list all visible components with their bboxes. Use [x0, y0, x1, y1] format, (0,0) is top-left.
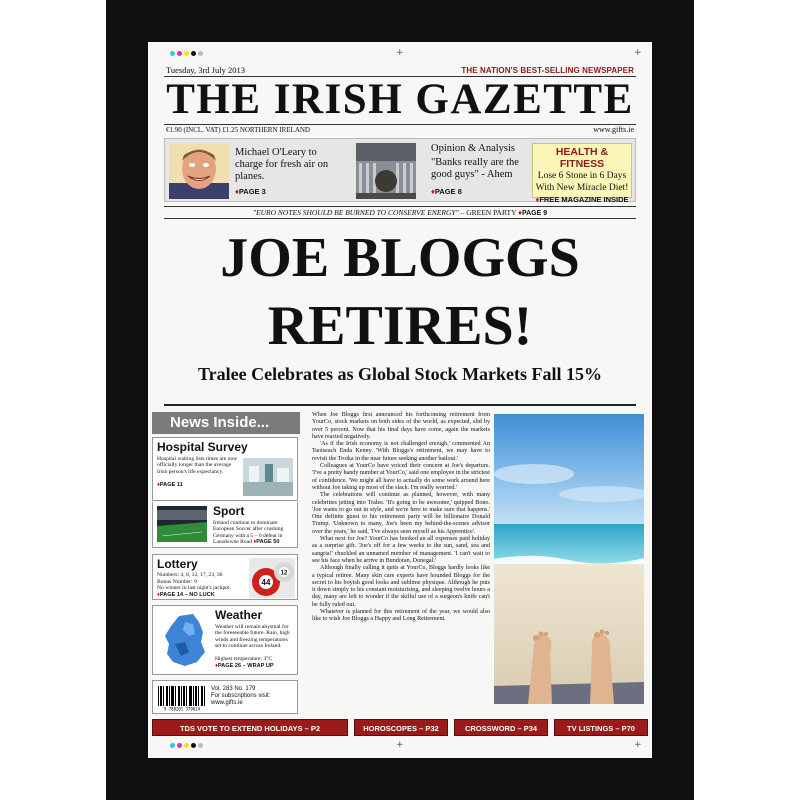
divider	[164, 124, 636, 125]
crop-mark: +	[396, 740, 404, 750]
weather-text: Weather will remain abysmal for the foreseeable future. Rain, high winds and freezing temperatures set to continue across Ireland.	[215, 624, 290, 650]
barcode-number: 9 780201 379624	[163, 706, 201, 711]
volume-number: Vol. 283 No. 179	[211, 686, 256, 692]
article-paragraph: Whatever is planned for this retirement of the year, we would also like to wish Joe Bloggs a Happy and Long Retirement.	[312, 609, 490, 623]
stadium-photo	[157, 506, 207, 542]
news-inside-header: News Inside...	[152, 412, 300, 434]
footer-link-holidays[interactable]: TDS VOTE TO EXTEND HOLIDAYS – P2	[152, 719, 348, 736]
newspaper-title: THE IRISH GAZETTE	[166, 76, 634, 123]
health-page: ♦FREE MAGAZINE INSIDE	[535, 195, 629, 204]
newspaper-page	[148, 42, 652, 758]
barcode-icon	[157, 685, 207, 711]
crop-mark: +	[396, 48, 404, 58]
subscription-text: For subscriptions visit:	[211, 693, 271, 699]
teaser-opinion[interactable]	[351, 143, 527, 199]
article-paragraph: Although finally calling it quits at YourCo, Bloggs hardly looks like a typical retiree. Many skin care experts have hounded Bloggs for the secret to his boyish good looks and sublime physique. Although he puts it down simply to his constant moisturising, and sleeping twelve hours a day, many are left to wonder if the skilful use of a surgeon's knife can't be fully ruled out.	[312, 565, 490, 608]
teaser-page: ♦PAGE 3	[235, 187, 266, 196]
article-paragraph: 'As if the Irish economy is not challenged enough,' commented An Taoiseach Enda Kenny. 'With Bloggs's retirement, we may have to revisit the Troika in the near future seeking another bailout.'	[312, 441, 490, 462]
beach-feet-photo	[494, 414, 644, 704]
issue-date: Tuesday, 3rd July 2013	[166, 65, 245, 75]
teaser-page: ♦PAGE 8	[431, 187, 462, 196]
headline-line-1: JOE BLOGGS	[220, 227, 580, 289]
building-photo	[351, 143, 421, 199]
lottery-balls-photo	[249, 558, 295, 598]
sport-box[interactable]	[152, 502, 298, 548]
sport-title: Sport	[213, 504, 245, 518]
quote-line: "EURO NOTES SHOULD BE BURNED TO CONSERVE ENERGY" – GREEN PARTY ♦PAGE 9	[252, 208, 548, 217]
lottery-line-1: Numbers: 4, 8, 12, 17, 23, 36	[157, 572, 223, 578]
weather-page: ♦PAGE 26 – WRAP UP	[215, 663, 274, 669]
hospital-text: Hospital waiting lists times are now officially longer than the average Irish person's life expectancy.	[157, 456, 238, 475]
health-line-2: With New Miracle Diet!	[535, 183, 629, 193]
issue-info-text	[211, 686, 270, 707]
hospital-survey-box[interactable]	[152, 437, 298, 501]
health-line-1: Lose 6 Stone in 6 Days	[537, 171, 627, 181]
article-paragraph: Colleagues at YourCo have voiced their concern at Joe's departure. 'I've a pretty handy number at YourCo,' said one employee in the strictest of confidence. 'We might all have to actually do some work around here without Joe taking up most of the slack. I'm really worried.'	[312, 463, 490, 491]
headline-line-2: RETIRES!	[267, 295, 533, 357]
weather-temp: Highest temperature: 3°C	[215, 656, 273, 662]
health-title: HEALTH & FITNESS	[555, 146, 609, 170]
website: www.gifts.ie	[593, 125, 634, 134]
article-paragraph: The celebrations will continue as planned, however, with many celebrities jetting into Tralee. 'It's going to be awesome,' quipped Bono. 'Joe wants to go out in style, and we're here to make sure that happens.' One definite guest to his retirement party will be billionaire Donald Trump. 'Unknown to many, Joe's been my behind-the-scenes advisor over the years,' he said, 'I've always seen myself as his Apprentice'.	[312, 492, 490, 535]
divider	[164, 206, 636, 207]
lottery-ball-label: 44	[261, 578, 271, 587]
article-paragraph: When Joe Bloggs first announced his forthcoming retirement from YourCo, stock markets on both sides of the world, as expected, slid by over 5 percent. Now that his final days have come, again the markets have reacted negatively.	[312, 412, 490, 440]
hospital-title: Hospital Survey	[157, 440, 248, 454]
teaser-text: "Banks really are the good guys" - Ahem	[431, 157, 519, 180]
sport-text: Ireland continue to dominate European Soccer after crushing Germany with a 5 – 0 defeat in Lansdowne Road ♦PAGE 50	[213, 520, 284, 546]
footer-link-crossword[interactable]: CROSSWORD – P34	[454, 719, 548, 736]
price: €1.90 (INCL. VAT) £1.25 NORTHERN IRELAND	[166, 126, 310, 134]
divider	[164, 404, 636, 406]
health-fitness-box[interactable]	[532, 143, 632, 204]
lottery-line-2: Bonus Number: 9	[157, 578, 197, 585]
article-paragraph: What next for Joe? YourCo has booked an all expenses paid holiday as a surprise gift. 'Joe's off for a few weeks to the sun, sand, sea and sangria!' chuckled an unnamed member of management. 'I can't wait to see his face when he arrive in Bundoran, Donegal.'	[312, 536, 490, 564]
teaser-bar	[164, 138, 636, 202]
registration-dots-bottom	[170, 743, 203, 748]
weather-box[interactable]	[152, 605, 298, 675]
crop-mark: +	[634, 740, 642, 750]
divider	[164, 218, 636, 219]
lottery-ball-label: 12	[280, 570, 288, 577]
portrait-photo	[169, 143, 229, 199]
crop-mark: +	[634, 48, 642, 58]
footer-link-horoscopes[interactable]: HOROSCOPES – P32	[354, 719, 448, 736]
subheadline: Tralee Celebrates as Global Stock Markets Fall 15%	[197, 364, 603, 384]
main-article	[312, 412, 490, 624]
registration-dots-top	[170, 51, 203, 56]
main-headline	[164, 224, 636, 360]
teaser-oleary[interactable]	[169, 143, 339, 199]
lottery-title: Lottery	[157, 557, 198, 571]
tagline: THE NATION'S BEST-SELLING NEWSPAPER	[461, 66, 634, 75]
footer-link-tv-listings[interactable]: TV LISTINGS – P70	[554, 719, 648, 736]
lottery-box[interactable]	[152, 554, 298, 600]
hospital-page: ♦PAGE 11	[157, 482, 183, 488]
ireland-weather-map	[159, 612, 211, 668]
issue-info-box	[152, 680, 298, 714]
weather-title: Weather	[215, 608, 263, 622]
teaser-heading: Opinion & Analysis	[431, 143, 516, 154]
lottery-page: ♦PAGE 14 – NO LUCK	[157, 592, 215, 598]
teaser-text: Michael O'Leary to charge for fresh air on planes.	[235, 147, 329, 182]
lottery-line-3: No winner in last night's jackpot.	[157, 585, 232, 591]
hospital-photo	[243, 458, 293, 496]
subscription-site: www.gifts.ie	[211, 700, 243, 706]
